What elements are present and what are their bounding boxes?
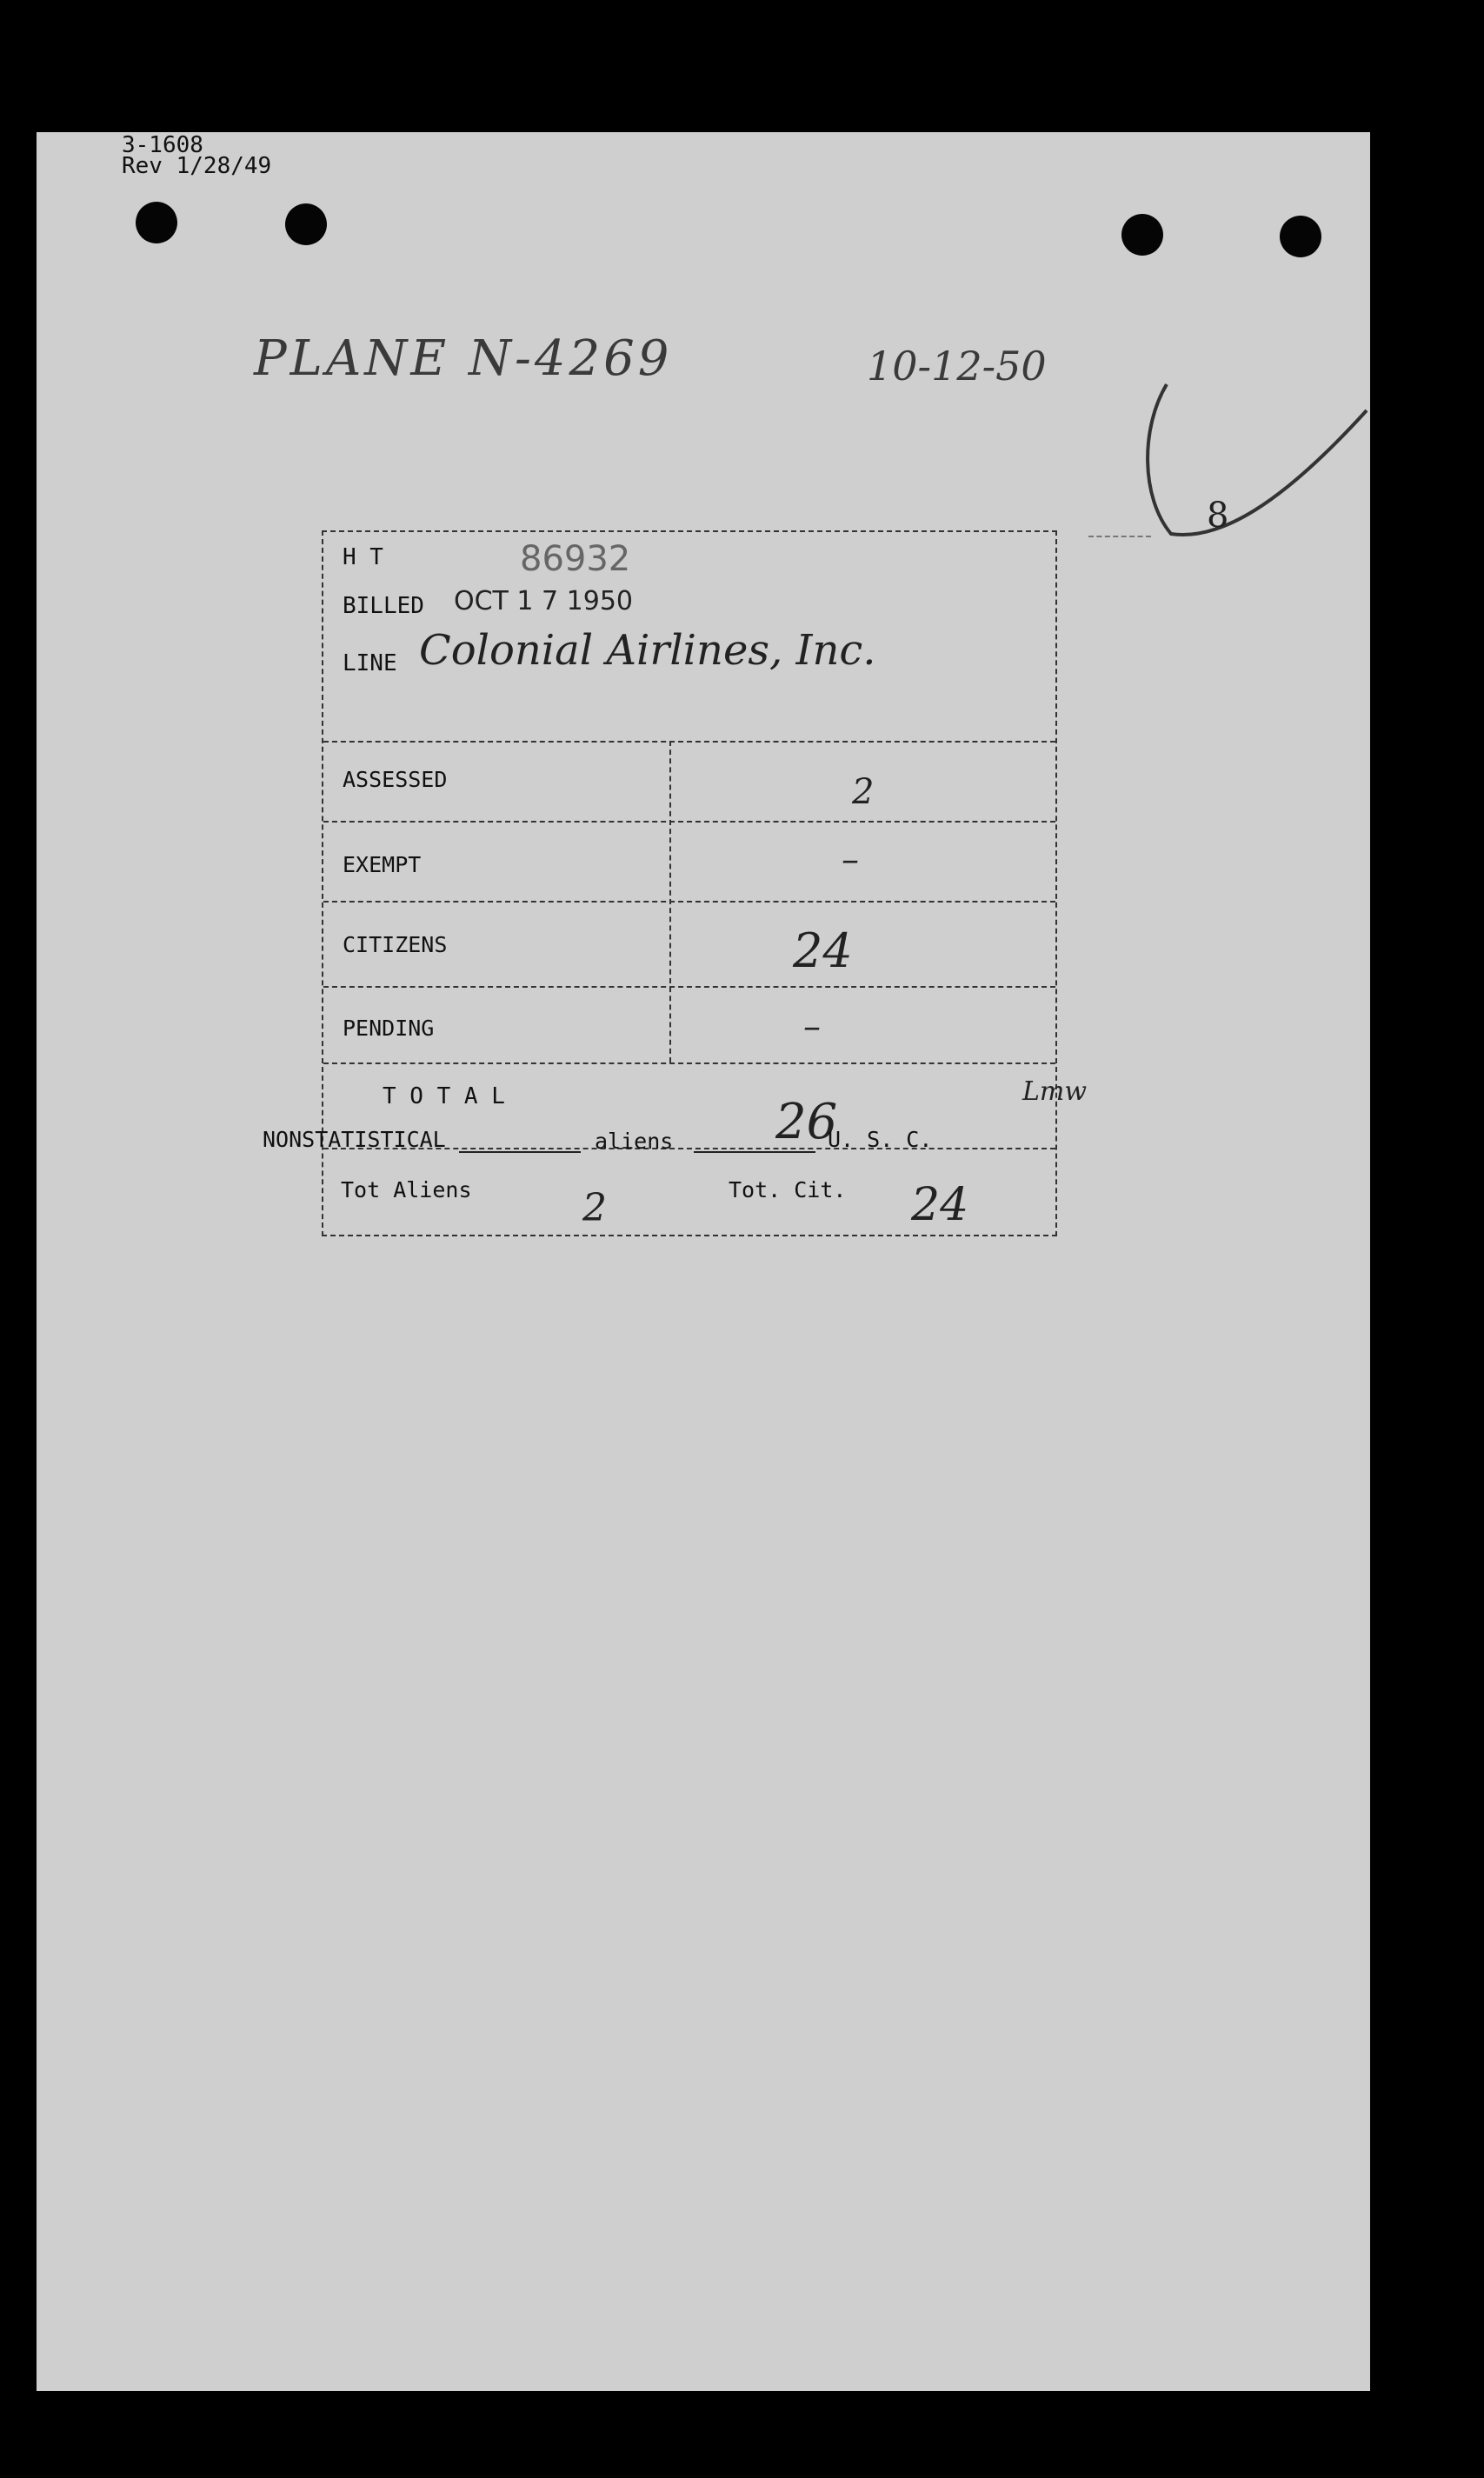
pending-label: PENDING — [343, 1016, 435, 1041]
punch-hole — [1121, 214, 1163, 256]
aliens-blank — [694, 1151, 815, 1153]
ht-number: 86932 — [520, 539, 631, 579]
billed-label: BILLED — [343, 593, 424, 619]
pending-value: – — [803, 1007, 821, 1047]
form-revision: Rev 1/28/49 — [122, 153, 272, 179]
assessed-value: 2 — [852, 772, 875, 812]
initials: Lmw — [1022, 1076, 1088, 1107]
tot-cit-value: 24 — [911, 1179, 969, 1231]
aliens-label: aliens — [595, 1129, 674, 1154]
punch-hole — [285, 203, 327, 245]
tot-aliens-label: Tot Aliens — [341, 1177, 472, 1202]
nonstatistical-blank — [459, 1151, 581, 1153]
margin-dash — [1088, 536, 1151, 537]
pen-check-mark — [1106, 254, 1375, 550]
ht-label: H T — [343, 544, 383, 570]
airline-name: Colonial Airlines, Inc. — [419, 626, 876, 675]
citizens-label: CITIZENS — [343, 932, 448, 957]
exempt-label: EXEMPT — [343, 852, 422, 877]
assessed-label: ASSESSED — [343, 767, 448, 792]
form-number: 3-1608 — [122, 132, 203, 158]
billed-date-stamp: OCT 1 7 1950 — [454, 586, 634, 616]
margin-number: 8 — [1207, 496, 1229, 536]
date-handwritten: 10-12-50 — [867, 343, 1047, 390]
citizens-value: 24 — [793, 923, 853, 978]
total-label: T O T A L — [383, 1083, 505, 1109]
tot-aliens-value: 2 — [582, 1186, 607, 1230]
usc-label: U. S. C. — [828, 1127, 933, 1152]
total-value: 26 — [775, 1094, 838, 1150]
plane-number: PLANE N-4269 — [254, 330, 673, 387]
document-page — [37, 132, 1370, 2391]
exempt-value: – — [842, 840, 859, 880]
line-label: LINE — [343, 650, 397, 676]
nonstatistical-label: NONSTATISTICAL — [263, 1127, 446, 1152]
punch-hole — [1280, 216, 1321, 257]
punch-hole — [136, 202, 177, 243]
tot-cit-label: Tot. Cit. — [729, 1177, 847, 1202]
